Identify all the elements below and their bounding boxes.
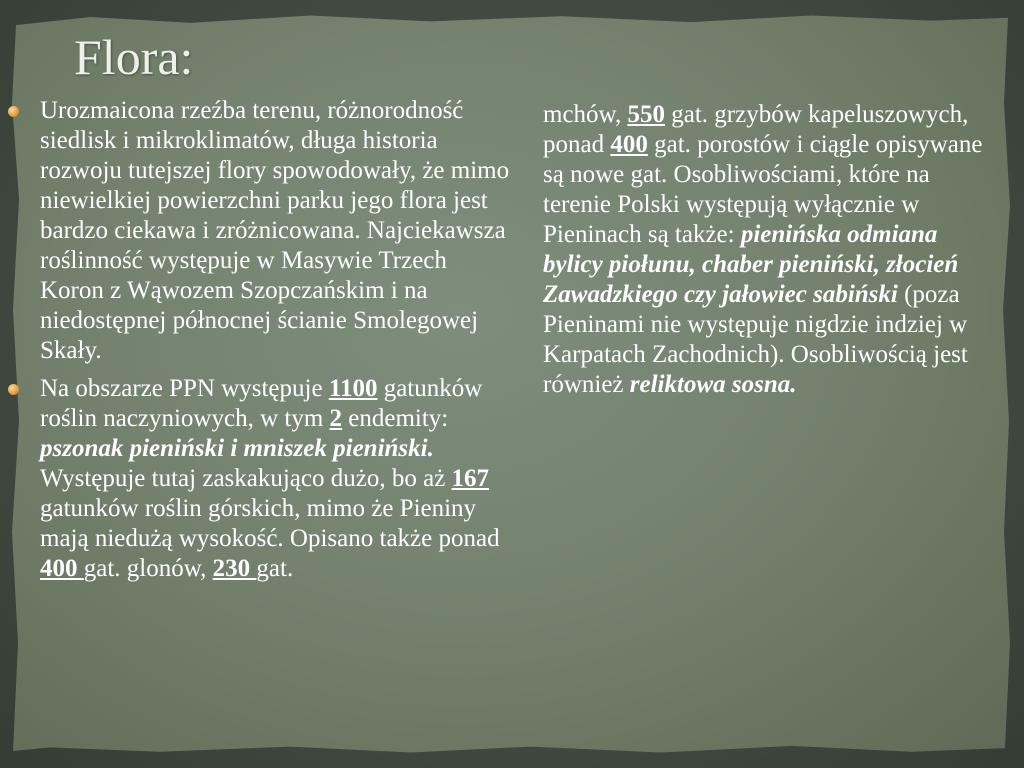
count-algae: 400: [40, 555, 84, 582]
bullet-2-text-2: gatunków roślin naczyniowych, w tym: [40, 375, 483, 432]
bullet-2-text-5: gatunków roślin górskich, mimo że Pieniny mają niedużą wysokość. Opisano także ponad: [40, 495, 500, 552]
left-column: [40, 96, 514, 592]
bullet-dot-icon: [8, 106, 19, 117]
right-text-1: mchów,: [543, 101, 628, 128]
rare-species-names: pienińska odmiana bylicy piołunu, chaber pieniński, złocień Zawadzkiego czy jałowiec sabiński: [543, 221, 959, 308]
relict-pine: reliktowa sosna.: [629, 371, 797, 398]
bullet-2-text-7: gat.: [256, 555, 294, 582]
bullet-dot-icon: [8, 384, 19, 395]
bullet-2-text-3: endemity:: [342, 405, 449, 432]
bullet-item-1: [40, 96, 514, 366]
bullet-2-text-1: Na obszarze PPN występuje: [40, 375, 329, 402]
right-text-3: gat. porostów i ciągle opisywane są nowe gat. Osobliwościami, które na terenie Polski występują wyłącznie w Pieninach są także:: [543, 131, 983, 248]
bullet-2-text-4: Występuje tutaj zaskakująco dużo, bo aż: [40, 465, 452, 492]
bullet-1-text: Urozmaicona rzeźba terenu, różnorodność siedlisk i mikroklimatów, długa historia rozwoju tutejszej flory spowodowały, że mimo niewielkiej powierzchni parku jego flora jest bardzo ciekawa i zróżnicowana. Najciekawsza roślinność występuje w Masywie Trzech Koron z Wąwozem Szopczańskim i na niedostępnej północnej ścianie Smolegowej Skały.: [40, 97, 510, 364]
endemic-names: pszonak pieniński i mniszek pieniński.: [40, 435, 434, 462]
count-mosses: 230: [212, 555, 257, 582]
right-column: [543, 100, 991, 408]
count-endemics: 2: [329, 405, 343, 432]
bullet-2-text-6: gat. glonów,: [83, 555, 213, 582]
bullet-item-2: [40, 374, 514, 584]
count-lichens: 400: [610, 131, 648, 158]
count-vascular: 1100: [328, 375, 378, 402]
continuation-paragraph: [543, 100, 991, 400]
count-mountain-plants: 167: [451, 465, 490, 492]
count-fungi: 550: [627, 101, 665, 128]
slide-title: Flora:: [74, 29, 194, 85]
right-text-4: (poza Pieninami nie występuje nigdzie indziej w Karpatach Zachodnich). Osobliwością jest również: [543, 281, 968, 398]
right-text-2: gat. grzybów kapeluszowych, ponad: [543, 101, 969, 158]
